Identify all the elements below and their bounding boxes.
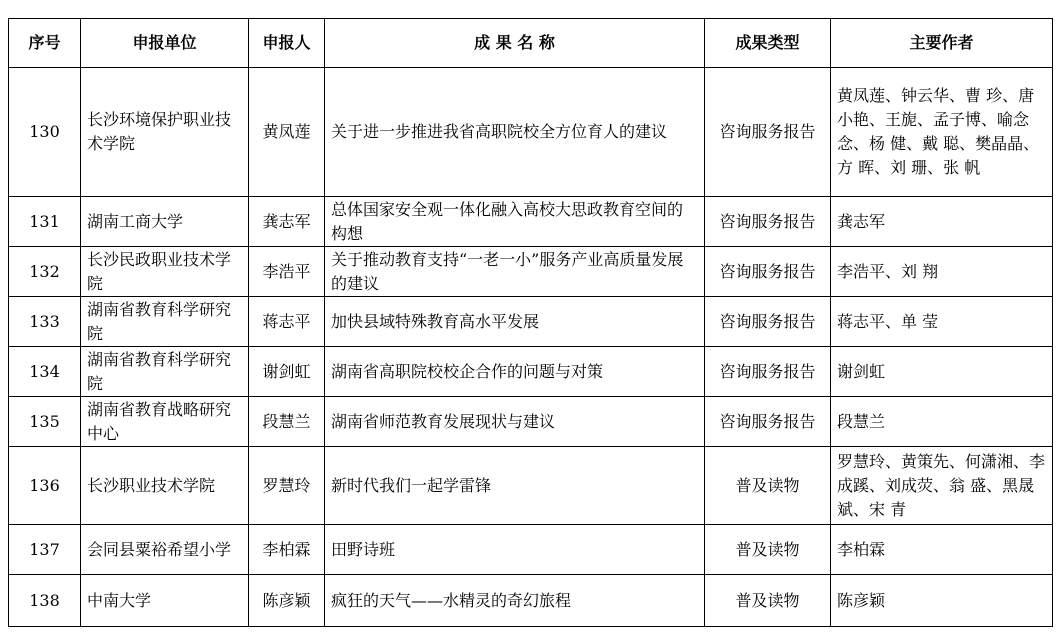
cell-title: 总体国家安全观一体化融入高校大思政教育空间的构想: [325, 197, 705, 247]
cell-applicant: 段慧兰: [249, 397, 325, 447]
cell-unit: 中南大学: [81, 575, 249, 627]
table-row: [9, 447, 1053, 525]
cell-type: 普及读物: [705, 575, 831, 627]
header-authors: 主要作者: [831, 19, 1053, 68]
cell-applicant: 谢剑虹: [249, 347, 325, 397]
cell-type: 咨询服务报告: [705, 197, 831, 247]
cell-title: 疯狂的天气——水精灵的奇幻旅程: [325, 575, 705, 627]
table-row: [9, 247, 1053, 297]
header-title: 成 果 名 称: [325, 19, 705, 68]
cell-unit: 长沙环境保护职业技术学院: [81, 68, 249, 197]
cell-type: 咨询服务报告: [705, 247, 831, 297]
table-row: [9, 68, 1053, 197]
cell-no: 132: [9, 247, 81, 297]
table-body: [9, 68, 1053, 627]
cell-unit: 会同县粟裕希望小学: [81, 525, 249, 575]
cell-unit: 长沙民政职业技术学院: [81, 247, 249, 297]
header-unit: 申报单位: [81, 19, 249, 68]
cell-authors: 李浩平、刘 翔: [831, 247, 1053, 297]
cell-type: 咨询服务报告: [705, 397, 831, 447]
cell-unit: 长沙职业技术学院: [81, 447, 249, 525]
cell-type: 普及读物: [705, 447, 831, 525]
cell-authors: 陈彦颖: [831, 575, 1053, 627]
cell-title: 田野诗班: [325, 525, 705, 575]
table-row: [9, 525, 1053, 575]
cell-type: 咨询服务报告: [705, 347, 831, 397]
cell-authors: 李柏霖: [831, 525, 1053, 575]
results-table: [8, 18, 1053, 627]
header-row: [9, 19, 1053, 68]
cell-authors: 龚志军: [831, 197, 1053, 247]
table-row: [9, 575, 1053, 627]
cell-no: 138: [9, 575, 81, 627]
cell-authors: 谢剑虹: [831, 347, 1053, 397]
cell-no: 131: [9, 197, 81, 247]
header-no: 序号: [9, 19, 81, 68]
cell-title: 新时代我们一起学雷锋: [325, 447, 705, 525]
cell-title: 关于进一步推进我省高职院校全方位育人的建议: [325, 68, 705, 197]
table-row: [9, 397, 1053, 447]
cell-unit: 湖南省教育科学研究院: [81, 347, 249, 397]
cell-applicant: 黄凤莲: [249, 68, 325, 197]
cell-authors: 黄凤莲、钟云华、曹 珍、唐小艳、王旎、孟子博、喻念念、杨 健、戴 聪、樊晶晶、方 晖、刘 珊、张 帆: [831, 68, 1053, 197]
cell-no: 134: [9, 347, 81, 397]
cell-no: 136: [9, 447, 81, 525]
cell-applicant: 罗慧玲: [249, 447, 325, 525]
table-row: [9, 197, 1053, 247]
cell-title: 关于推动教育支持“一老一小”服务产业高质量发展的建议: [325, 247, 705, 297]
cell-type: 普及读物: [705, 525, 831, 575]
cell-title: 加快县域特殊教育高水平发展: [325, 297, 705, 347]
cell-unit: 湖南省教育战略研究中心: [81, 397, 249, 447]
header-applicant: 申报人: [249, 19, 325, 68]
cell-type: 咨询服务报告: [705, 297, 831, 347]
table-row: [9, 347, 1053, 397]
cell-authors: 蒋志平、单 莹: [831, 297, 1053, 347]
cell-applicant: 龚志军: [249, 197, 325, 247]
document-page: [8, 18, 1052, 627]
cell-applicant: 陈彦颖: [249, 575, 325, 627]
cell-authors: 段慧兰: [831, 397, 1053, 447]
cell-no: 137: [9, 525, 81, 575]
cell-authors: 罗慧玲、黄策先、何潇湘、李成蹊、刘成荧、翁 盛、黑晟斌、宋 青: [831, 447, 1053, 525]
table-header: [9, 19, 1053, 68]
cell-title: 湖南省师范教育发展现状与建议: [325, 397, 705, 447]
cell-no: 133: [9, 297, 81, 347]
cell-unit: 湖南省教育科学研究院: [81, 297, 249, 347]
cell-type: 咨询服务报告: [705, 68, 831, 197]
cell-no: 135: [9, 397, 81, 447]
cell-title: 湖南省高职院校校企合作的问题与对策: [325, 347, 705, 397]
cell-applicant: 李柏霖: [249, 525, 325, 575]
cell-no: 130: [9, 68, 81, 197]
header-type: 成果类型: [705, 19, 831, 68]
cell-applicant: 蒋志平: [249, 297, 325, 347]
cell-unit: 湖南工商大学: [81, 197, 249, 247]
cell-applicant: 李浩平: [249, 247, 325, 297]
table-row: [9, 297, 1053, 347]
